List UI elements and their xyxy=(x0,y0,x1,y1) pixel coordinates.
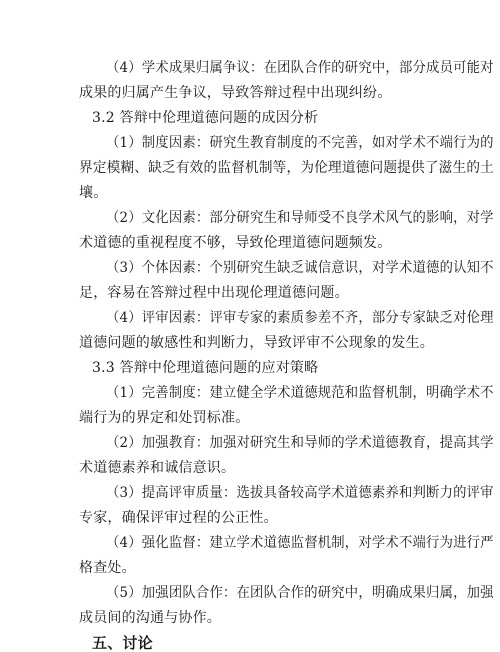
paragraph-line: （2）加强教育：加强对研究生和导师的学术道德教育，提高其学 xyxy=(106,435,494,451)
paragraph-line: （5）加强团队合作：在团队合作的研究中，明确成果归属，加强 xyxy=(106,585,494,601)
section-heading-3-3: 3.3 答辩中伦理道德问题的应对策略 xyxy=(92,360,319,376)
paragraph-line: 成果的归属产生争议，导致答辩过程中出现纠纷。 xyxy=(79,85,392,101)
section-heading-3-2: 3.2 答辩中伦理道德问题的成因分析 xyxy=(92,110,319,126)
paragraph-line: 道德问题的敏感性和判断力，导致评审不公现象的发生。 xyxy=(79,335,434,351)
paragraph-line: （3）个体因素：个别研究生缺乏诚信意识，对学术道德的认知不 xyxy=(106,260,494,276)
paragraph-line: 端行为的界定和处罚标准。 xyxy=(79,410,250,426)
paragraph-line: （4）强化监督：建立学术道德监督机制，对学术不端行为进行严 xyxy=(106,535,494,551)
section-heading-discussion: 五、讨论 xyxy=(92,634,153,652)
paragraph-line: （1）制度因素：研究生教育制度的不完善，如对学术不端行为的 xyxy=(106,135,494,151)
paragraph-line: 足，容易在答辩过程中出现伦理道德问题。 xyxy=(79,285,349,301)
paragraph-line: （1）完善制度：建立健全学术道德规范和监督机制，明确学术不 xyxy=(106,385,494,401)
paragraph-line: 专家，确保评审过程的公正性。 xyxy=(79,510,278,526)
paragraph-line: 术道德素养和诚信意识。 xyxy=(79,460,236,476)
paragraph-line: 格查处。 xyxy=(79,560,136,576)
paragraph-line: 成员间的沟通与协作。 xyxy=(79,610,221,626)
paragraph-line: 术道德的重视程度不够，导致伦理道德问题频发。 xyxy=(79,235,392,251)
paragraph-line: 壤。 xyxy=(79,185,108,201)
paragraph-line: （4）评审因素：评审专家的素质参差不齐，部分专家缺乏对伦理 xyxy=(106,310,494,326)
paragraph-line: （4）学术成果归属争议：在团队合作的研究中，部分成员可能对 xyxy=(106,60,494,76)
paragraph-line: （3）提高评审质量：选拔具备较高学术道德素养和判断力的评审 xyxy=(106,485,494,501)
paragraph-line: （2）文化因素：部分研究生和导师受不良学术风气的影响，对学 xyxy=(106,210,494,226)
paragraph-line: 界定模糊、缺乏有效的监督机制等，为伦理道德问题提供了滋生的土 xyxy=(79,160,495,176)
